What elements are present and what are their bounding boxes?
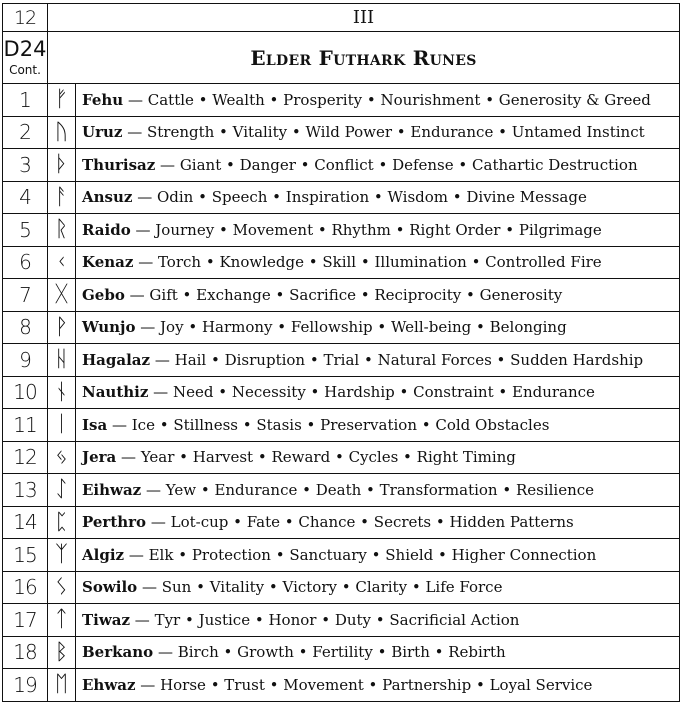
- separator-dash: —: [127, 123, 143, 142]
- rune-name: Berkano: [82, 643, 154, 662]
- table-row: [3, 116, 680, 149]
- rune-description: [76, 474, 680, 507]
- roll-number: 11: [3, 409, 48, 442]
- table-row: [3, 84, 680, 117]
- rune-glyph: ᛉ: [48, 539, 76, 572]
- roll-number: 16: [3, 571, 48, 604]
- roll-number: 4: [3, 181, 48, 214]
- part-number: III: [48, 4, 680, 32]
- separator-dash: —: [121, 448, 137, 467]
- roll-number: 9: [3, 344, 48, 377]
- separator-dash: —: [154, 350, 170, 369]
- table-row: [3, 571, 680, 604]
- die-cell: [3, 32, 48, 84]
- rune-meaning: Hail • Disruption • Trial • Natural Forces • Sudden Hardship: [174, 350, 644, 369]
- separator-dash: —: [140, 675, 156, 694]
- separator-dash: —: [160, 155, 176, 174]
- rune-glyph: ᚺ: [48, 344, 76, 377]
- rune-meaning: Yew • Endurance • Death • Transformation • Resilience: [165, 480, 595, 499]
- table-row: [3, 441, 680, 474]
- separator-dash: —: [129, 285, 145, 304]
- roll-number: 15: [3, 539, 48, 572]
- rune-name: Tiwaz: [82, 610, 131, 629]
- rune-glyph: ᚠ: [48, 84, 76, 117]
- rune-name: Ehwaz: [82, 675, 136, 694]
- table-row: [3, 246, 680, 279]
- rune-description: [76, 279, 680, 312]
- rune-description: [76, 409, 680, 442]
- separator-dash: —: [140, 318, 156, 337]
- roll-number: 10: [3, 376, 48, 409]
- separator-dash: —: [157, 643, 173, 662]
- rune-meaning: Journey • Movement • Rhythm • Right Order • Pilgrimage: [155, 220, 602, 239]
- rune-name: Ansuz: [82, 188, 133, 207]
- rune-description: [76, 116, 680, 149]
- rune-description: [76, 181, 680, 214]
- rune-table: [2, 3, 680, 702]
- rune-glyph: ᚨ: [48, 181, 76, 214]
- rune-name: Thurisaz: [82, 155, 156, 174]
- rune-description: [76, 246, 680, 279]
- rune-name: Eihwaz: [82, 480, 142, 499]
- table-row: [3, 409, 680, 442]
- rune-meaning: Need • Necessity • Hardship • Constraint • Endurance: [172, 383, 595, 402]
- rune-meaning: Sun • Vitality • Victory • Clarity • Life Force: [161, 578, 503, 597]
- rune-glyph: ᛈ: [48, 506, 76, 539]
- die-label: D24: [3, 37, 47, 61]
- rune-meaning: Lot-cup • Fate • Chance • Secrets • Hidden Patterns: [170, 513, 574, 532]
- table-row: [3, 506, 680, 539]
- roll-number: 3: [3, 149, 48, 182]
- rune-description: [76, 344, 680, 377]
- header-row: [3, 4, 680, 32]
- rune-meaning: Year • Harvest • Reward • Cycles • Right Timing: [140, 448, 516, 467]
- rune-name: Jera: [82, 448, 117, 467]
- separator-dash: —: [111, 415, 127, 434]
- rune-glyph: ᛒ: [48, 636, 76, 669]
- rune-meaning: Odin • Speech • Inspiration • Wisdom • Divine Message: [156, 188, 587, 207]
- roll-number: 17: [3, 604, 48, 637]
- table-row: [3, 181, 680, 214]
- rune-name: Uruz: [82, 123, 123, 142]
- rune-description: [76, 571, 680, 604]
- cont-label: Cont.: [9, 63, 41, 77]
- rune-name: Algiz: [82, 545, 125, 564]
- rune-meaning: Strength • Vitality • Wild Power • Endurance • Untamed Instinct: [146, 123, 645, 142]
- table-row: [3, 214, 680, 247]
- rune-meaning: Birch • Growth • Fertility • Birth • Rebirth: [177, 643, 506, 662]
- rune-name: Gebo: [82, 285, 125, 304]
- rune-meaning: Cattle • Wealth • Prosperity • Nourishment • Generosity & Greed: [147, 90, 651, 109]
- roll-number: 12: [3, 441, 48, 474]
- rune-glyph: ᛁ: [48, 409, 76, 442]
- table-row: [3, 669, 680, 702]
- rune-name: Isa: [82, 415, 108, 434]
- table-row: [3, 539, 680, 572]
- table-row: [3, 344, 680, 377]
- rune-glyph: ᚹ: [48, 311, 76, 344]
- separator-dash: —: [153, 383, 169, 402]
- rune-glyph: ᚾ: [48, 376, 76, 409]
- table-row: [3, 604, 680, 637]
- rune-name: Perthro: [82, 513, 147, 532]
- rune-meaning: Horse • Trust • Movement • Partnership • Loyal Service: [160, 675, 593, 694]
- rune-meaning: Torch • Knowledge • Skill • Illumination • Controlled Fire: [157, 253, 602, 272]
- roll-number: 18: [3, 636, 48, 669]
- title-row: [3, 32, 680, 84]
- rune-description: [76, 669, 680, 702]
- rune-glyph: ᚦ: [48, 149, 76, 182]
- rune-meaning: Joy • Harmony • Fellowship • Well-being • Belonging: [160, 318, 567, 337]
- separator-dash: —: [134, 610, 150, 629]
- rune-meaning: Giant • Danger • Conflict • Defense • Cathartic Destruction: [179, 155, 638, 174]
- roll-number: 1: [3, 84, 48, 117]
- rune-name: Fehu: [82, 90, 124, 109]
- table-row: [3, 376, 680, 409]
- rune-description: [76, 604, 680, 637]
- separator-dash: —: [128, 545, 144, 564]
- roll-number: 8: [3, 311, 48, 344]
- rune-meaning: Ice • Stillness • Stasis • Preservation • Cold Obstacles: [131, 415, 550, 434]
- rune-name: Kenaz: [82, 253, 134, 272]
- roll-number: 14: [3, 506, 48, 539]
- rune-description: [76, 149, 680, 182]
- table-title: Elder Futhark Runes: [48, 32, 680, 84]
- rune-meaning: Elk • Protection • Sanctuary • Shield • Higher Connection: [148, 545, 597, 564]
- rune-description: [76, 311, 680, 344]
- separator-dash: —: [137, 188, 153, 207]
- roll-number: 5: [3, 214, 48, 247]
- rune-description: [76, 506, 680, 539]
- page-number: 12: [3, 4, 48, 32]
- rune-description: [76, 84, 680, 117]
- roll-number: 7: [3, 279, 48, 312]
- rune-glyph: ᛏ: [48, 604, 76, 637]
- roll-number: 19: [3, 669, 48, 702]
- rune-glyph: ᚱ: [48, 214, 76, 247]
- separator-dash: —: [145, 480, 161, 499]
- table-row: [3, 636, 680, 669]
- rune-glyph: ᛇ: [48, 474, 76, 507]
- rune-name: Sowilo: [82, 578, 138, 597]
- rune-description: [76, 214, 680, 247]
- rune-glyph: ᚲ: [48, 246, 76, 279]
- rune-description: [76, 441, 680, 474]
- roll-number: 13: [3, 474, 48, 507]
- rune-name: Hagalaz: [82, 350, 151, 369]
- rune-description: [76, 539, 680, 572]
- rune-name: Wunjo: [82, 318, 136, 337]
- rune-meaning: Gift • Exchange • Sacrifice • Reciprocity • Generosity: [149, 285, 563, 304]
- separator-dash: —: [138, 253, 154, 272]
- rune-glyph: ᛊ: [48, 571, 76, 604]
- table-row: [3, 279, 680, 312]
- separator-dash: —: [150, 513, 166, 532]
- rune-meaning: Tyr • Justice • Honor • Duty • Sacrificial Action: [154, 610, 520, 629]
- roll-number: 6: [3, 246, 48, 279]
- rune-glyph: ᚢ: [48, 116, 76, 149]
- separator-dash: —: [135, 220, 151, 239]
- separator-dash: —: [141, 578, 157, 597]
- rune-glyph: ᛃ: [48, 441, 76, 474]
- rune-description: [76, 636, 680, 669]
- roll-number: 2: [3, 116, 48, 149]
- table-row: [3, 149, 680, 182]
- rune-description: [76, 376, 680, 409]
- rune-name: Raido: [82, 220, 131, 239]
- table-row: [3, 311, 680, 344]
- rune-glyph: ᛖ: [48, 669, 76, 702]
- separator-dash: —: [127, 90, 143, 109]
- table-row: [3, 474, 680, 507]
- rune-glyph: ᚷ: [48, 279, 76, 312]
- rune-name: Nauthiz: [82, 383, 149, 402]
